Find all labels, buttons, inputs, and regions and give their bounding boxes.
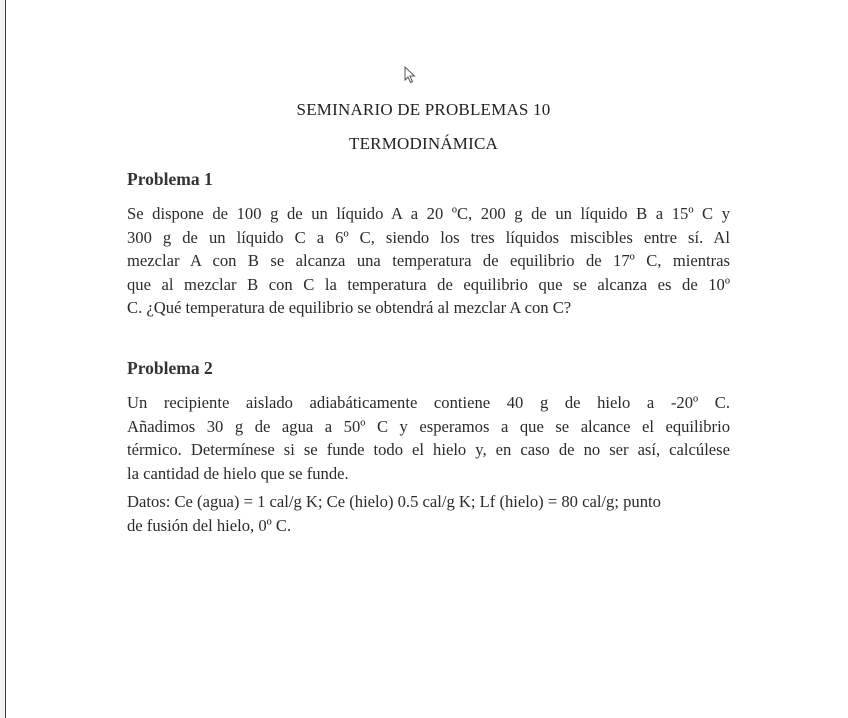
problem-1-line: que al mezclar B con C la temperatura de equilibrio que se alcanza es de 10º: [127, 274, 730, 294]
problem-2-heading: Problema 2: [127, 358, 213, 378]
problem-2-data-line: de fusión del hielo, 0º C.: [127, 515, 292, 535]
problem-1-line: mezclar A con B se alcanza una temperatura de equilibrio de 17º C, mientras: [127, 251, 730, 270]
document-page: [5, 0, 848, 718]
mouse-pointer-icon: [404, 66, 416, 84]
problem-1-statement: [127, 202, 730, 320]
problem-2-line: térmico. Determínese si se funde todo el hielo y, en caso de no ser así, calcúlese: [127, 440, 730, 459]
problem-1-line: C. ¿Qué temperatura de equilibrio se obtendrá al mezclar A con C?: [127, 298, 572, 317]
problem-2-statement: [127, 391, 730, 485]
document-subtitle: TERMODINÁMICA: [349, 134, 498, 153]
problem-1-line: 300 g de un líquido C a 6º C, siendo los tres líquidos miscibles entre sí. Al: [127, 227, 730, 247]
problem-2-line: Añadimos 30 g de agua a 50º C y esperamos a que se alcance el equilibrio: [127, 416, 730, 436]
document-title: SEMINARIO DE PROBLEMAS 10: [296, 100, 551, 119]
problem-2-line: Un recipiente aislado adiabáticamente contiene 40 g de hielo a -20º C.: [127, 393, 730, 412]
problem-2-data-line: Datos: Ce (agua) = 1 cal/g K; Ce (hielo) 0.5 cal/g K; Lf (hielo) = 80 cal/g; punto: [127, 492, 661, 511]
problem-1-line: Se dispone de 100 g de un líquido A a 20 ºC, 200 g de un líquido B a 15º C y: [127, 204, 730, 223]
problem-1-heading: Problema 1: [127, 169, 213, 189]
problem-2-data: [127, 490, 730, 537]
problem-2-line: la cantidad de hielo que se funde.: [127, 463, 349, 483]
